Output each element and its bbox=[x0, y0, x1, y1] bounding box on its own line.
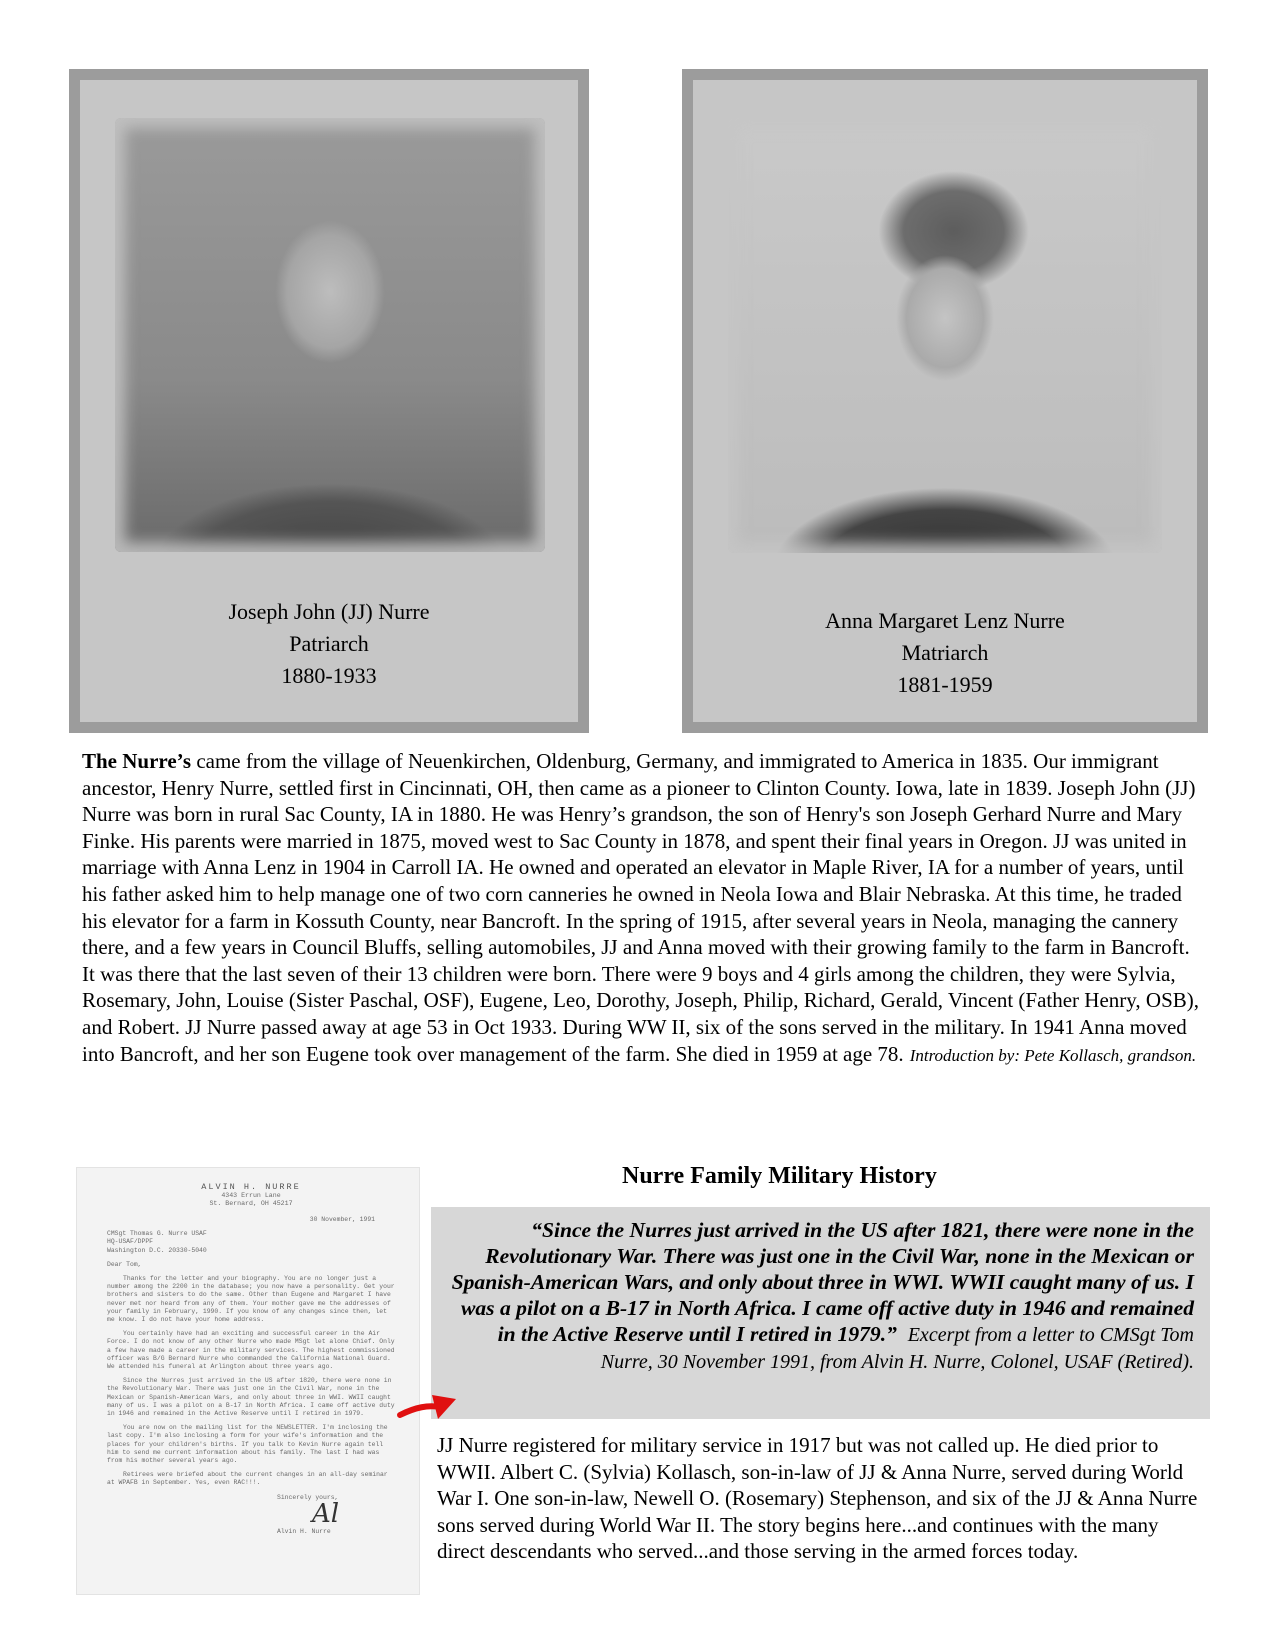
quote-credit: Excerpt from a letter to CMSgt Tom Nurre, 30 November 1991, from Alvin H. Nurre, Colonel, USAF (Retired). bbox=[600, 1324, 1194, 1373]
portrait-caption-patriarch bbox=[80, 596, 578, 692]
intro-body: came from the village of Neuenkirchen, Oldenburg, Germany, and immigrated to America in 1835. Our immigrant ancestor, Henry Nurre, settled first in Cincinnati, OH, then came as a pioneer to Clinton County. Iowa, late in 1839. Joseph John (JJ) Nurre was born in rural Sac County, IA in 1880. He was Henry’s grandson, the son of Henry's son Joseph Gerhard Nurre and Mary Finke. His parents were married in 1875, moved west to Sac County in 1878, and spent their final years in Oregon. JJ was united in marriage with Anna Lenz in 1904 in Carroll IA. He owned and operated an elevator in Maple River, IA for a number of years, until his father asked him to help manage one of two corn canneries he owned in Neola Iowa and Blair Nebraska. At this time, he traded his elevator for a farm in Kossuth County, near Bancroft. In the spring of 1915, after several years in Neola, managing the cannery there, and a few years in Council Bluffs, selling automobiles, JJ and Anna moved with their growing family to the farm in Bancroft. It was there that the last seven of their 13 children were born. There were 9 boys and 4 girls among the children, they were Sylvia, Rosemary, John, Louise (Sister Paschal, OSF), Eugene, Leo, Dorothy, Joseph, Philip, Richard, Gerald, Vincent (Father Henry, OSB), and Robert. JJ Nurre passed away at age 53 in Oct 1933. During WW II, six of the sons served in the military. In 1941 Anna moved into Bancroft, and her son Eugene took over management of the farm. She died in 1959 at age 78. bbox=[82, 749, 1199, 1066]
portrait-caption-matriarch bbox=[693, 605, 1197, 701]
portrait-role: Patriarch bbox=[289, 631, 369, 656]
intro-paragraph bbox=[82, 748, 1202, 1069]
military-history-title: Nurre Family Military History bbox=[622, 1163, 937, 1189]
letter-closing: Sincerely yours, bbox=[277, 1493, 339, 1501]
portrait-years: 1880-1933 bbox=[281, 663, 377, 688]
letter-signature: Al bbox=[312, 1498, 340, 1529]
letter-paragraph: Thanks for the letter and your biography. You are no longer just a number among the 2200 in the database; you now have a personality. Get your brothers and sisters to do the same. Other than Eugene and Margaret I have never met nor heard from any of them. Your mother gave me the addresses of your family in February, 1990. If you know of any changes since then, let me know. I do not have your home address. bbox=[107, 1275, 395, 1324]
military-closing-paragraph: JJ Nurre registered for military service in 1917 but was not called up. He died prior to WWII. Albert C. (Sylvia) Kollasch, son-in-law of JJ & Anna Nurre, served during World War I. One son-in-law, Newell O. (Rosemary) Stephenson, and six of the JJ & Anna Nurre sons served during World War II. The story begins here...and continues with the many direct descendants who served...and those serving in the armed forces today. bbox=[437, 1433, 1198, 1564]
letter-letterhead: ALVIN H. NURRE bbox=[201, 1182, 301, 1192]
letter-scan bbox=[76, 1167, 420, 1595]
portrait-photo-anna-margaret-nurre bbox=[728, 118, 1162, 553]
letter-salutation: Dear Tom, bbox=[107, 1260, 142, 1268]
letter-city: St. Bernard, OH 45217 bbox=[209, 1200, 293, 1207]
portrait-photo-joseph-john-nurre bbox=[115, 118, 545, 552]
portrait-years: 1881-1959 bbox=[897, 672, 993, 697]
portrait-role: Matriarch bbox=[901, 640, 989, 665]
letter-address-line: HQ-USAF/DPPF bbox=[107, 1238, 154, 1246]
letter-recipient-address bbox=[107, 1230, 395, 1255]
letter-paragraph: You are now on the mailing list for the NEWSLETTER. I'm inclosing the last copy. I'm also inclosing a form for your wife's information and the places for your children's births. If you talk to Kevin Nurre again tell him to send me current information about his family. The last I had was from his mother several years ago. bbox=[107, 1424, 388, 1465]
quote-box bbox=[431, 1207, 1210, 1419]
portrait-name: Anna Margaret Lenz Nurre bbox=[825, 608, 1065, 633]
letter-address-line: Washington D.C. 20330-5040 bbox=[107, 1246, 207, 1254]
intro-lead: The Nurre’s bbox=[82, 749, 192, 773]
portrait-frame-matriarch bbox=[682, 69, 1208, 733]
intro-credit: Introduction by: Pete Kollasch, grandson. bbox=[909, 1045, 1197, 1065]
letter-date: 30 November, 1991 bbox=[309, 1216, 375, 1223]
portrait-name: Joseph John (JJ) Nurre bbox=[228, 599, 430, 624]
letter-paragraph: You certainly have had an exciting and successful career in the Air Force. I do not know of any other Nurre who made MSgt let alone Chief. Only a few have made a career in the military services. The highest commissioned officer was B/G Bernard Nurre who commanded the California National Guard. We attended his funeral at Arlington about three years ago. bbox=[107, 1330, 395, 1371]
letter-paragraph: Since the Nurres just arrived in the US after 1820, there were none in the Revolutionary War. There was just one in the Civil War, none in the Mexican or Spanish-American Wars, and only about three in WWI. WWII caught many of us. I was a pilot on a B-17 in North Africa. I came off active duty in 1946 and remained in the Active Reserve until I retired in 1979. bbox=[107, 1377, 395, 1418]
red-arrow-icon bbox=[394, 1385, 464, 1437]
letter-address-line: CMSgt Thomas G. Nurre USAF bbox=[107, 1230, 207, 1238]
quote-text bbox=[441, 1217, 1194, 1375]
letter-signed-name: Alvin H. Nurre bbox=[277, 1527, 331, 1535]
letter-street: 4343 Errun Lane bbox=[221, 1192, 281, 1199]
letter-paragraph: Retirees were briefed about the current changes in an all-day seminar at WPAFB in September. Yes, even RAC!!!. bbox=[107, 1471, 388, 1487]
quote-body: “Since the Nurres just arrived in the US after 1821, there were none in the Revolutionary War. There was just one in the Civil War, none in the Mexican or Spanish-American Wars, and only about three in WWI. WWII caught many of us. I was a pilot on a B-17 in North Africa. I came off active duty in 1946 and remained in the Active Reserve until I retired in 1979.” bbox=[451, 1218, 1194, 1346]
portrait-frame-patriarch bbox=[69, 69, 589, 733]
